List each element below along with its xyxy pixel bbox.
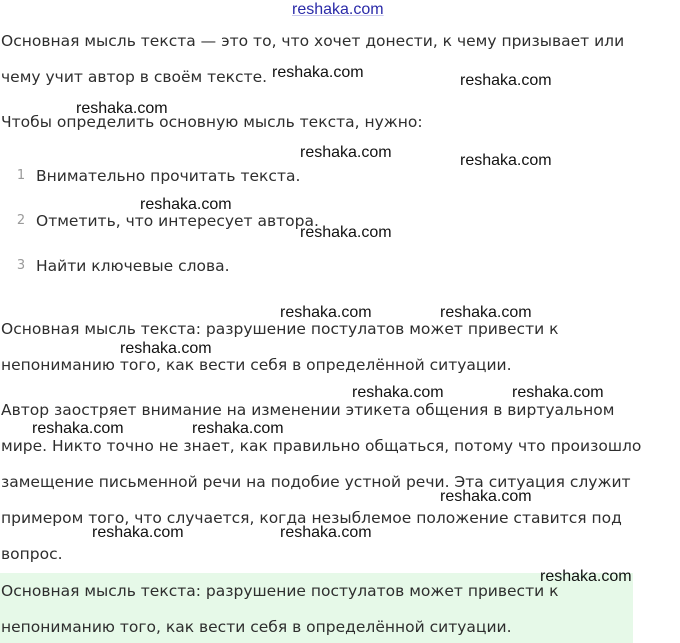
paragraph-explanation-line-2: мире. Никто точно не знает, как правильно общаться, потому что произошло [1,437,642,455]
answer-line-1: Основная мысль текста: разрушение постулатов может привести к [1,582,559,600]
watermark: reshaka.com [32,420,124,437]
watermark: reshaka.com [440,488,532,505]
watermark: reshaka.com [540,568,632,585]
watermark: reshaka.com [76,100,168,117]
list-number: 3 [16,258,26,273]
watermark: reshaka.com [272,64,364,81]
watermark: reshaka.com [512,384,604,401]
paragraph-explanation-line-3: замещение письменной речи на подобие устной речи. Эта ситуация служит [1,473,631,491]
list-text: Отметить, что интересует автора. [36,212,319,230]
watermark: reshaka.com [92,524,184,541]
answer-line-2: непониманию того, как вести себя в определённой ситуации. [1,618,512,636]
paragraph-definition-line-2: чему учит автор в своём тексте. [1,68,268,86]
paragraph-definition-line-1: Основная мысль текста — это то, что хочет донести, к чему призывает или [1,32,625,50]
site-link[interactable]: reshaka.com [292,1,384,18]
list-text: Внимательно прочитать текста. [36,167,301,185]
watermark: reshaka.com [460,72,552,89]
watermark: reshaka.com [460,152,552,169]
watermark: reshaka.com [192,420,284,437]
watermark: reshaka.com [300,144,392,161]
watermark: reshaka.com [280,304,372,321]
list-number: 2 [16,213,26,228]
watermark: reshaka.com [352,384,444,401]
paragraph-instructions: Чтобы определить основную мысль текста, нужно: [1,113,423,131]
paragraph-explanation-line-5: вопрос. [1,545,63,563]
watermark: reshaka.com [140,196,232,213]
paragraph-explanation-line-4: примером того, что случается, когда незыблемое положение ставится под [1,509,622,527]
paragraph-main-idea-line-1: Основная мысль текста: разрушение постулатов может привести к [1,320,559,338]
list-text: Найти ключевые слова. [36,257,230,275]
watermark: reshaka.com [120,340,212,357]
paragraph-explanation-line-1: Автор заостряет внимание на изменении этикета общения в виртуальном [1,401,615,419]
watermark: reshaka.com [440,304,532,321]
list-number: 1 [16,168,26,183]
paragraph-main-idea-line-2: непониманию того, как вести себя в определённой ситуации. [1,356,512,374]
watermark: reshaka.com [280,524,372,541]
watermark: reshaka.com [300,224,392,241]
